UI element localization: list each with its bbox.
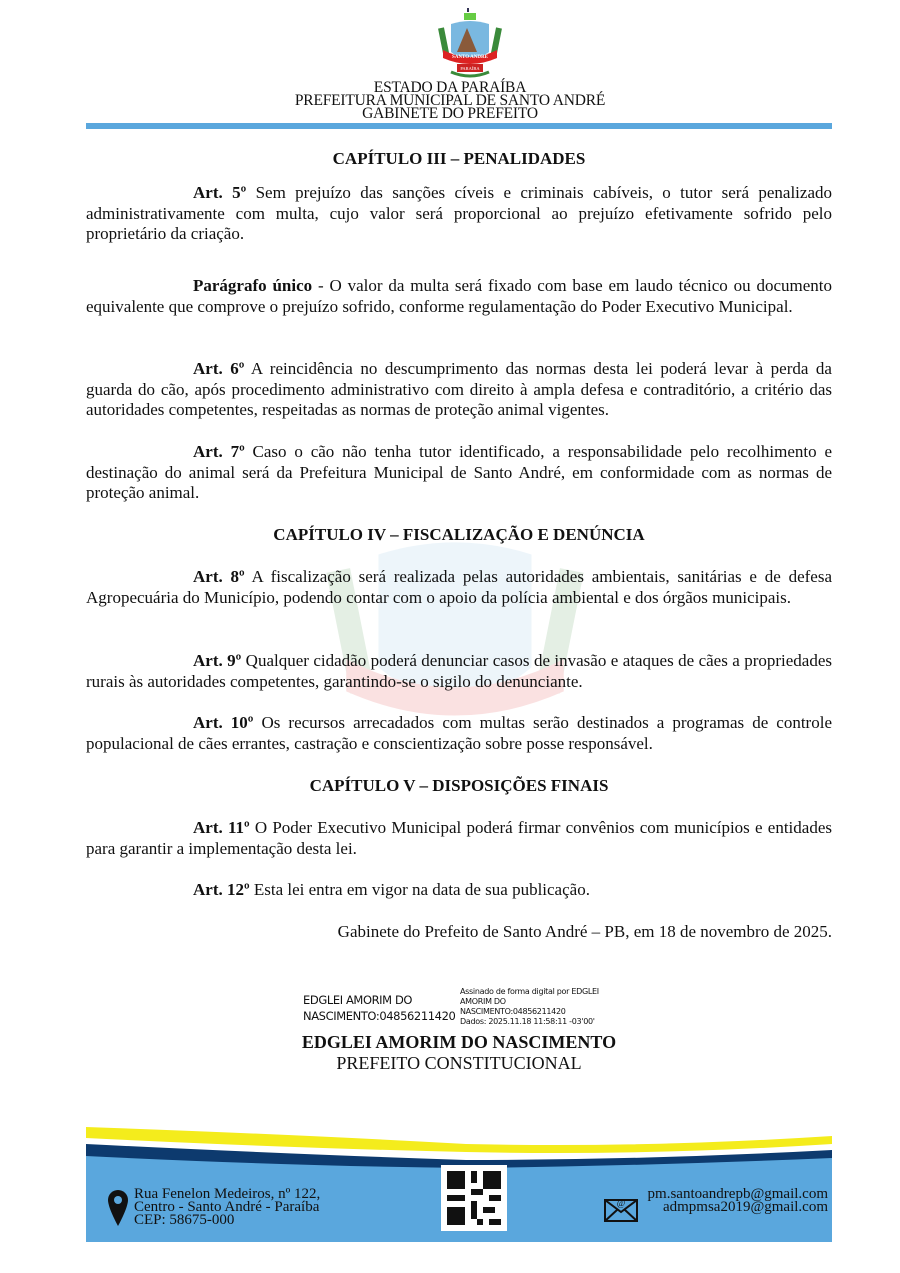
article-text: Sem prejuízo das sanções cíveis e criminais cabíveis, o tutor será penalizado administrativamente com multa, cujo valor será proporcional ao prejuízo efetivamente sofrido pelo proprietário da criação. — [86, 183, 832, 243]
signatory-name: EDGLEI AMORIM DO NASCIMENTO — [301, 1032, 617, 1052]
signature-detail: AMORIM DO — [460, 997, 506, 1006]
address-line: Centro - Santo André - Paraíba — [134, 1199, 320, 1215]
chapter-4-heading: CAPÍTULO IV – FISCALIZAÇÃO E DENÚNCIA — [273, 525, 645, 544]
article-7 — [86, 442, 832, 504]
article-5 — [86, 183, 832, 245]
article-label: Art. 9º — [193, 651, 242, 670]
crest-text: SANTO ANDRÉ — [452, 55, 488, 60]
article-text: O Poder Executivo Municipal poderá firmar convênios com municípios e entidades para garantir a implementação desta lei. — [86, 818, 832, 858]
address — [134, 1188, 320, 1227]
signature-line: NASCIMENTO:04856211420 — [303, 1009, 456, 1023]
article-label: Art. 8º — [193, 567, 245, 586]
article-text: - O valor da multa será fixado com base em laudo técnico ou documento equivalente que comprove o prejuízo sofrido, conforme regulamentação do Poder Executivo Municipal. — [86, 276, 832, 316]
article-label: Art. 10º — [193, 713, 254, 732]
article-label: Art. 12º — [193, 880, 250, 899]
signature-line: EDGLEI AMORIM DO — [303, 993, 413, 1007]
digital-signature-name — [303, 992, 455, 1024]
article-12 — [86, 880, 832, 901]
letterhead — [0, 81, 900, 120]
article-label: Art. 5º — [193, 183, 247, 202]
article-label: Art. 6º — [193, 359, 245, 378]
signature-detail: NASCIMENTO:04856211420 — [460, 1007, 566, 1016]
article-label: Art. 7º — [193, 442, 245, 461]
email-envelope-icon — [604, 1192, 638, 1222]
address-line: CEP: 58675-000 — [134, 1212, 235, 1228]
location-pin-icon — [108, 1190, 128, 1226]
email-address[interactable]: pm.santoandrepb@gmail.com — [647, 1186, 828, 1202]
article-text: A fiscalização será realizada pelas autoridades ambientais, sanitárias e de defesa Agropecuária do Município, podendo contar com o apoio da polícia ambiental e dos órgãos municipais. — [86, 567, 832, 607]
digital-signature-details — [460, 987, 599, 1027]
svg-text:@: @ — [616, 1198, 626, 1208]
email-address[interactable]: admpmsa2019@gmail.com — [662, 1199, 828, 1215]
footer — [86, 1122, 832, 1242]
address-line: Rua Fenelon Medeiros, nº 122, — [134, 1186, 321, 1202]
qr-code[interactable] — [441, 1165, 507, 1231]
article-text: A reincidência no descumprimento das normas desta lei poderá levar à perda da guarda do cão, após procedimento administrativo com direito à ampla defesa e contraditório, a critério das autoridades competentes, respeitadas as normas de proteção animal vigentes. — [86, 359, 832, 419]
prefecture-name: PREFEITURA MUNICIPAL DE SANTO ANDRÉ — [294, 92, 606, 109]
chapter-3-heading: CAPÍTULO III – PENALIDADES — [332, 149, 586, 168]
header-divider — [86, 123, 832, 129]
office-name: GABINETE DO PREFEITO — [362, 105, 538, 122]
signatory-role: PREFEITO CONSTITUCIONAL — [336, 1053, 582, 1073]
article-9 — [86, 651, 832, 692]
article-text: Os recursos arrecadados com multas serão destinados a programas de controle populacional de cães errantes, castração e conscientização sobre posse responsável. — [86, 713, 832, 753]
municipal-crest-logo — [437, 8, 503, 80]
article-text: Caso o cão não tenha tutor identificado, a responsabilidade pelo recolhimento e destinação do animal será da Prefeitura Municipal de Santo André, em conformidade com as normas de proteção animal. — [86, 442, 832, 502]
paragraph-unico — [86, 276, 832, 317]
svg-text:PARAÍBA: PARAÍBA — [460, 66, 480, 71]
emails — [648, 1188, 828, 1214]
signature-detail: Dados: 2025.11.18 11:58:11 -03'00' — [460, 1017, 595, 1026]
article-10 — [86, 713, 832, 754]
signature-detail: Assinado de forma digital por EDGLEI — [460, 987, 599, 996]
article-6 — [86, 359, 832, 421]
article-text: Qualquer cidadão poderá denunciar casos de invasão e ataques de cães a propriedades rurais às autoridades competentes, garantindo-se o sigilo do denunciante. — [86, 651, 832, 691]
state-name: ESTADO DA PARAÍBA — [373, 79, 527, 96]
chapter-5-heading: CAPÍTULO V – DISPOSIÇÕES FINAIS — [309, 776, 609, 795]
article-label: Art. 11º — [193, 818, 250, 837]
article-8 — [86, 567, 832, 608]
article-label: Parágrafo único — [193, 276, 313, 295]
article-11 — [86, 818, 832, 859]
article-text: Esta lei entra em vigor na data de sua publicação. — [249, 880, 590, 899]
dateline: Gabinete do Prefeito de Santo André – PB, em 18 de novembro de 2025. — [337, 922, 832, 941]
